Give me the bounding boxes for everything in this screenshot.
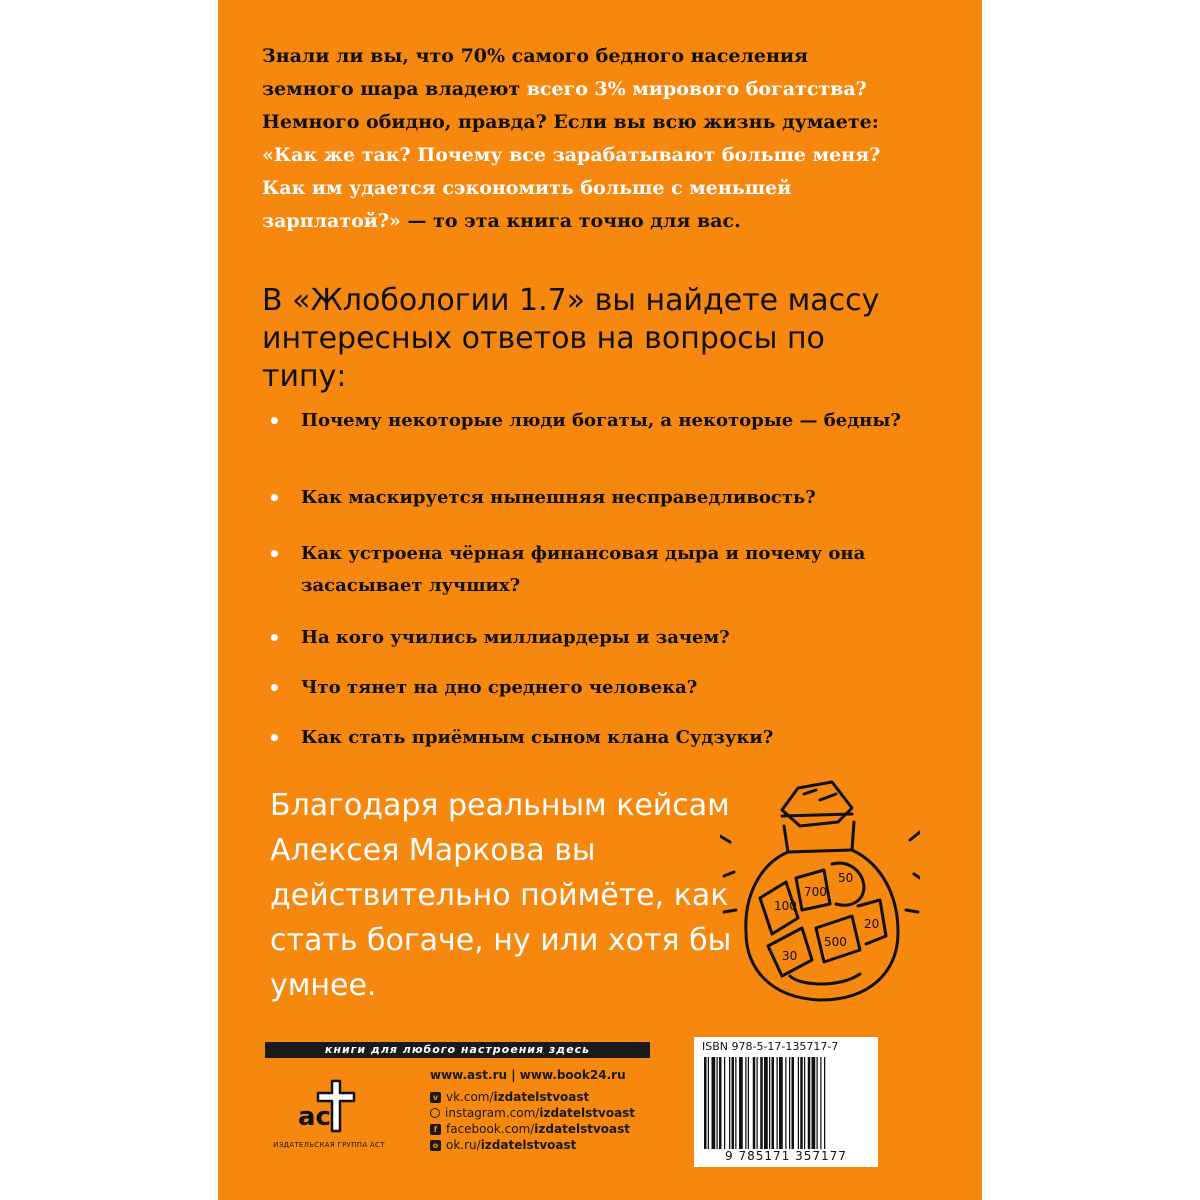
question-item <box>262 672 922 704</box>
question-text: Как устроена чёрная финансовая дыра и почему она засасывает лучших? <box>301 543 866 596</box>
bullet-icon: • <box>268 676 281 700</box>
social-ok[interactable] <box>430 1137 670 1153</box>
isbn-label: ISBN 978-5-17-135717-7 <box>702 1040 839 1053</box>
isbn-digits: 9 785171 357177 <box>725 1149 847 1163</box>
intro-text-3: — то эта книга точно для вас. <box>400 210 741 232</box>
intro-text-2: Немного обидно, правда? Если вы всю жизнь думаете: <box>262 111 879 133</box>
facebook-icon: f <box>430 1124 441 1135</box>
contact-block <box>430 1068 670 1153</box>
social-prefix: facebook.com/ <box>446 1122 535 1136</box>
question-list <box>262 405 922 754</box>
question-text: Как маскируется нынешняя несправедливость? <box>301 487 816 508</box>
ok-icon: o <box>430 1140 441 1151</box>
social-instagram[interactable] <box>430 1105 670 1121</box>
publisher-name: ИЗДАТЕЛЬСКАЯ ГРУППА АСТ <box>273 1141 385 1149</box>
intro-paragraph <box>262 40 902 238</box>
svg-text:700: 700 <box>804 885 827 899</box>
instagram-icon <box>430 1108 440 1118</box>
social-prefix: vk.com/ <box>446 1090 494 1104</box>
bullet-icon: • <box>268 726 281 750</box>
svg-text:50: 50 <box>838 871 854 885</box>
bullet-icon: • <box>268 626 281 650</box>
question-text: Как стать приёмным сыном клана Судзуки? <box>301 727 774 748</box>
social-prefix: instagram.com/ <box>445 1106 540 1120</box>
barcode-icon <box>702 1057 870 1149</box>
money-jar-icon <box>720 778 920 1013</box>
social-handle: izdatelstvoast <box>480 1138 577 1152</box>
bullet-icon: • <box>268 409 281 433</box>
bullet-icon: • <box>268 542 281 566</box>
svg-text:30: 30 <box>782 949 798 963</box>
svg-text:500: 500 <box>824 935 847 949</box>
question-item <box>262 405 922 469</box>
bullet-icon: • <box>268 486 281 510</box>
section-heading: В «Жлобологии 1.7» вы найдете массу интересных ответов на вопросы по типу: <box>262 283 880 394</box>
intro-text-1: Знали ли вы, что 70% самого бедного населения земного шара владеют <box>262 45 808 100</box>
question-item <box>262 722 922 754</box>
social-vk[interactable] <box>430 1089 670 1105</box>
question-text: Почему некоторые люди богаты, а некоторые — бедны? <box>301 410 901 431</box>
closing-paragraph: Благодаря реальным кейсам Алексея Маркова вы действительно поймёте, как стать богаче, ну или хотя бы умнее. <box>270 788 732 1003</box>
vk-icon: v <box>430 1092 441 1103</box>
question-text: На кого учились миллиардеры и зачем? <box>301 627 730 648</box>
intro-highlight-1: всего 3% мирового богатства? <box>526 78 867 100</box>
question-item <box>262 538 922 602</box>
svg-text:100: 100 <box>774 899 797 913</box>
isbn-block <box>694 1037 878 1167</box>
question-item <box>262 482 922 514</box>
intro-highlight-2: «Как же так? Почему все зарабатывают больше меня? Как им удается сэкономить больше с меньшей зарплатой?» <box>262 144 881 232</box>
social-prefix: ok.ru/ <box>446 1138 481 1152</box>
social-facebook[interactable] <box>430 1121 670 1137</box>
social-handle: izdatelstvoast <box>534 1122 630 1136</box>
website-links[interactable]: www.ast.ru | www.book24.ru <box>430 1068 626 1082</box>
question-item <box>262 622 922 654</box>
social-handle: izdatelstvoast <box>493 1090 590 1104</box>
tagline-banner: книги для любого настроения здесь <box>265 1042 650 1058</box>
svg-text:ac: ac <box>298 1102 331 1132</box>
svg-text:20: 20 <box>864 917 880 931</box>
question-text: Что тянет на дно среднего человека? <box>301 677 698 698</box>
social-handle: izdatelstvoast <box>539 1106 636 1120</box>
ast-logo-icon <box>292 1075 364 1135</box>
